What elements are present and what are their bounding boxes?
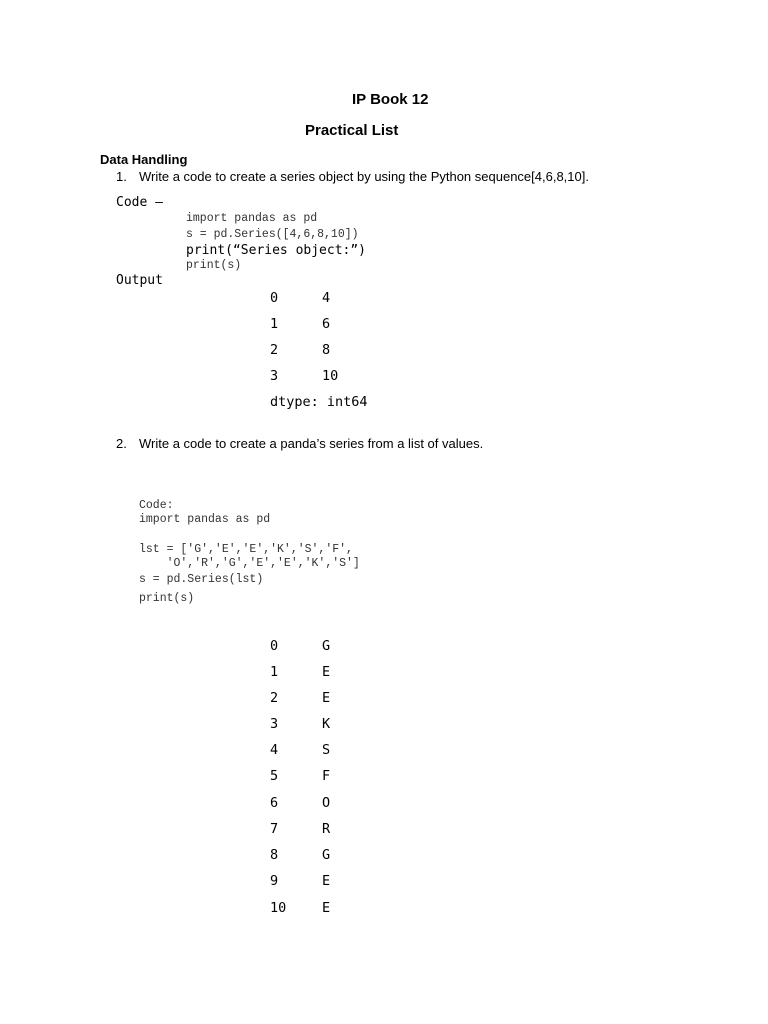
output-value: 4 bbox=[322, 290, 331, 306]
output-index: 7 bbox=[270, 821, 279, 837]
output-index: 3 bbox=[270, 716, 279, 732]
output-value: S bbox=[322, 742, 331, 758]
output-value: 10 bbox=[322, 368, 339, 384]
output-index: 8 bbox=[270, 847, 279, 863]
q1-code-label: Code – bbox=[116, 195, 163, 210]
output-value: R bbox=[322, 821, 331, 837]
output-index: 5 bbox=[270, 768, 279, 784]
q2-code-line: print(s) bbox=[139, 592, 195, 605]
output-value: G bbox=[322, 638, 331, 654]
output-dtype: dtype: int64 bbox=[270, 394, 368, 410]
output-index: 6 bbox=[270, 795, 279, 811]
page-title: IP Book 12 bbox=[352, 91, 429, 108]
q1-code-line: print(“Series object:”) bbox=[186, 243, 367, 258]
output-value: G bbox=[322, 847, 331, 863]
q2-code-line: s = pd.Series(lst) bbox=[139, 573, 264, 586]
output-index: 2 bbox=[270, 690, 279, 706]
output-index: 10 bbox=[270, 900, 287, 916]
q2-number: 2. bbox=[116, 436, 127, 451]
output-index: 9 bbox=[270, 873, 279, 889]
q2-code-line: 'O','R','G','E','E','K','S'] bbox=[139, 557, 360, 570]
output-value: F bbox=[322, 768, 331, 784]
section-heading: Data Handling bbox=[100, 152, 188, 167]
q1-text: Write a code to create a series object by using the Python sequence[4,6,8,10]. bbox=[139, 169, 589, 184]
q2-code-line: import pandas as pd bbox=[139, 513, 271, 526]
output-value: E bbox=[322, 690, 331, 706]
output-index: 2 bbox=[270, 342, 279, 358]
output-index: 0 bbox=[270, 290, 279, 306]
output-value: E bbox=[322, 664, 331, 680]
output-value: 6 bbox=[322, 316, 331, 332]
output-value: O bbox=[322, 795, 331, 811]
q2-code-line: lst = ['G','E','E','K','S','F', bbox=[139, 543, 353, 556]
q1-output-label: Output bbox=[116, 273, 163, 288]
q1-code-line: import pandas as pd bbox=[186, 212, 318, 225]
page-subtitle: Practical List bbox=[305, 122, 399, 139]
output-index: 1 bbox=[270, 316, 279, 332]
output-index: 0 bbox=[270, 638, 279, 654]
output-index: 1 bbox=[270, 664, 279, 680]
output-value: 8 bbox=[322, 342, 331, 358]
output-value: K bbox=[322, 716, 331, 732]
output-value: E bbox=[322, 900, 331, 916]
output-index: 4 bbox=[270, 742, 279, 758]
q1-code-line: s = pd.Series([4,6,8,10]) bbox=[186, 228, 359, 241]
q2-text: Write a code to create a panda’s series from a list of values. bbox=[139, 436, 484, 451]
output-value: E bbox=[322, 873, 331, 889]
q1-code-line: print(s) bbox=[186, 259, 242, 272]
output-index: 3 bbox=[270, 368, 279, 384]
q2-code-line: Code: bbox=[139, 499, 174, 512]
q1-number: 1. bbox=[116, 169, 127, 184]
